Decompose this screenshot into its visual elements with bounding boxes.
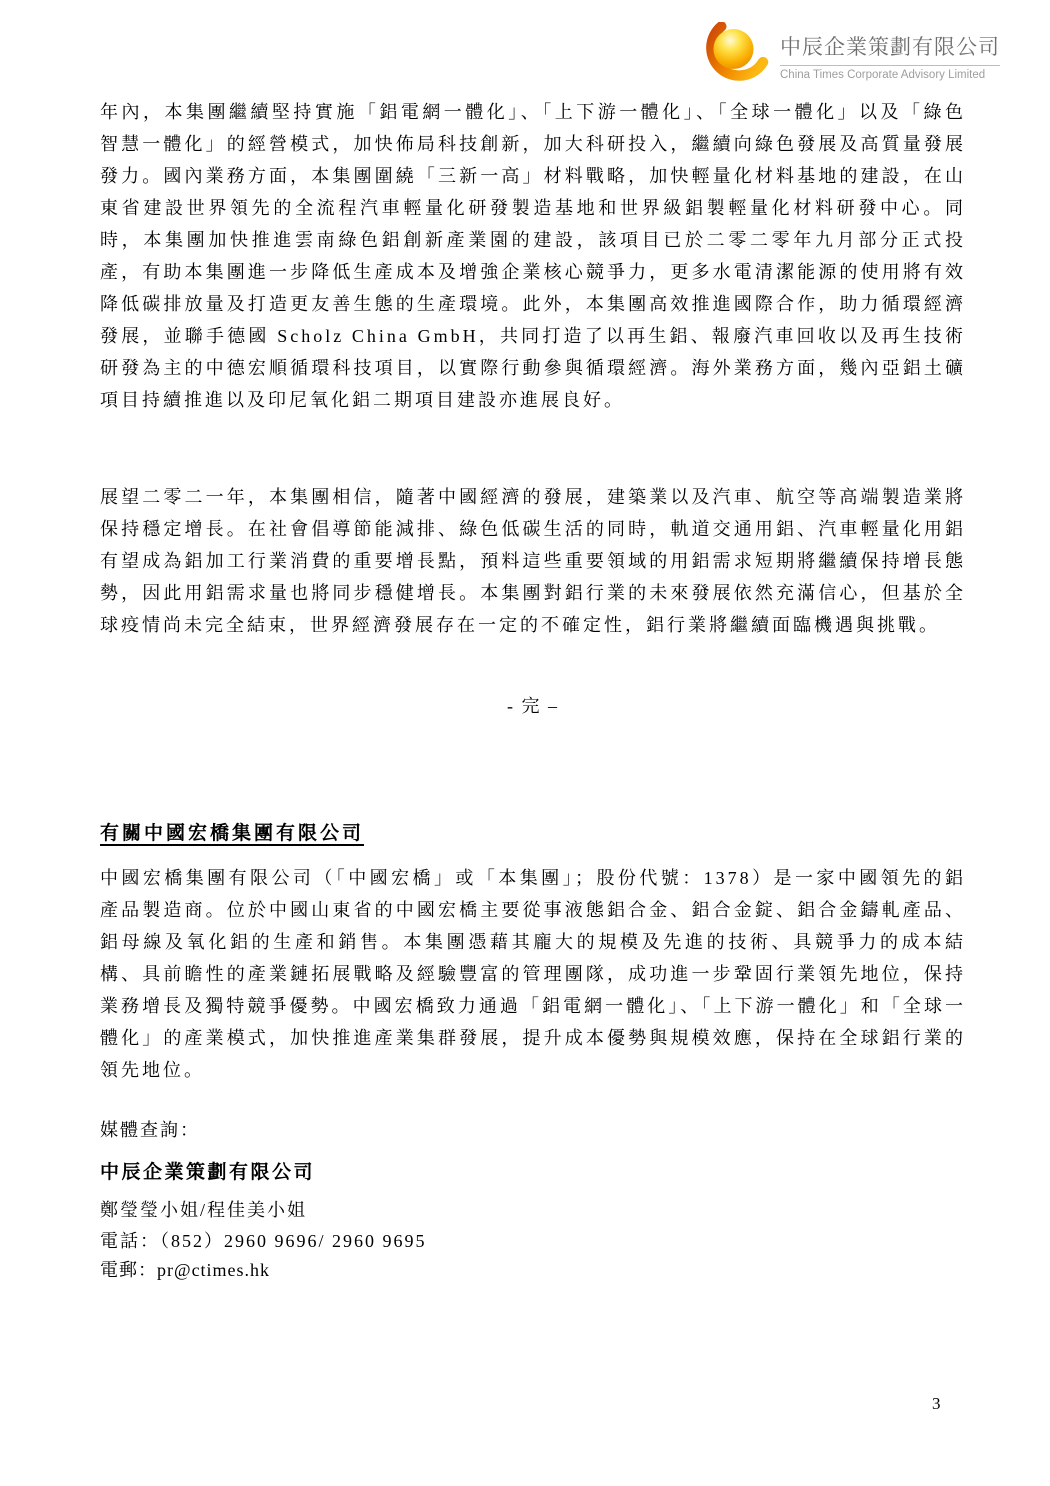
- media-enquiries-label: 媒體查詢：: [100, 1120, 200, 1140]
- paragraph-outlook: 展望二零二一年，本集團相信，隨著中國經濟的發展，建築業以及汽車、航空等高端製造業將保持穩定增長。在社會倡導節能減排、綠色低碳生活的同時，軌道交通用鋁、汽車輕量化用鋁有望成為鋁加工行業消費的重要增長點，預料這些重要領域的用鋁需求短期將繼續保持增長態勢，因此用鋁需求量也將同步穩健增長。本集團對鋁行業的未來發展依然充滿信心，但基於全球疫情尚未完全結束，世界經濟發展存在一定的不確定性，鋁行業將繼續面臨機遇與挑戰。: [100, 487, 966, 635]
- page-number: 3: [932, 1394, 941, 1413]
- end-marker: - 完 –: [507, 696, 559, 716]
- contact-persons: 鄭瑩瑩小姐/程佳美小姐: [100, 1200, 307, 1220]
- paragraph-about-company: 中國宏橋集團有限公司（「中國宏橋」或「本集團」；股份代號：1378）是一家中國領先的鋁產品製造商。位於中國山東省的中國宏橋主要從事液態鋁合金、鋁合金錠、鋁合金鑄軋產品、鋁母線及氧化鋁的生產和銷售。本集團憑藉其龐大的規模及先進的技術、具競爭力的成本結構、具前瞻性的產業鏈拓展戰略及經驗豐富的管理團隊，成功進一步鞏固行業領先地位，保持業務增長及獨特競爭優勢。中國宏橋致力通過「鋁電網一體化」、「上下游一體化」和「全球一體化」的產業模式，加快推進產業集群發展，提升成本優勢與規模效應，保持在全球鋁行業的領先地位。: [100, 868, 966, 1080]
- contact-email: 電郵：pr@ctimes.hk: [100, 1260, 271, 1280]
- logo-text-block: [780, 31, 1000, 81]
- paragraph-business-review: 年內，本集團繼續堅持實施「鋁電網一體化」、「上下游一體化」、「全球一體化」以及「綠色智慧一體化」的經營模式，加快佈局科技創新，加大科研投入，繼續向綠色發展及高質量發展發力。國內業務方面，本集團圍繞「三新一高」材料戰略，加快輕量化材料基地的建設，在山東省建設世界領先的全流程汽車輕量化研發製造基地和世界級鋁製輕量化材料研發中心。同時，本集團加快推進雲南綠色鋁創新產業園的建設，該項目已於二零二零年九月部分正式投產，有助本集團進一步降低生產成本及增強企業核心競爭力，更多水電清潔能源的使用將有效降低碳排放量及打造更友善生態的生產環境。此外，本集團高效推進國際合作，助力循環經濟發展，並聯手德國 Scholz China GmbH，共同打造了以再生鋁、報廢汽車回收以及再生技術研發為主的中德宏順循環科技項目，以實際行動參與循環經濟。海外業務方面，幾內亞鋁土礦項目持續推進以及印尼氧化鋁二期項目建設亦進展良好。: [100, 102, 966, 410]
- contact-company-name: 中辰企業策劃有限公司: [100, 1162, 316, 1183]
- about-section-heading: 有關中國宏橋集團有限公司: [100, 823, 365, 844]
- logo-company-name-en: China Times Corporate Advisory Limited: [780, 69, 986, 81]
- company-logo: [690, 22, 1000, 90]
- logo-company-name-zh: 中辰企業策劃有限公司: [780, 36, 1000, 59]
- sun-swoosh-logo-icon: [690, 22, 770, 90]
- logo-divider: [780, 65, 1000, 66]
- contact-phone: 電話：（852）2960 9696/ 2960 9695: [100, 1231, 427, 1251]
